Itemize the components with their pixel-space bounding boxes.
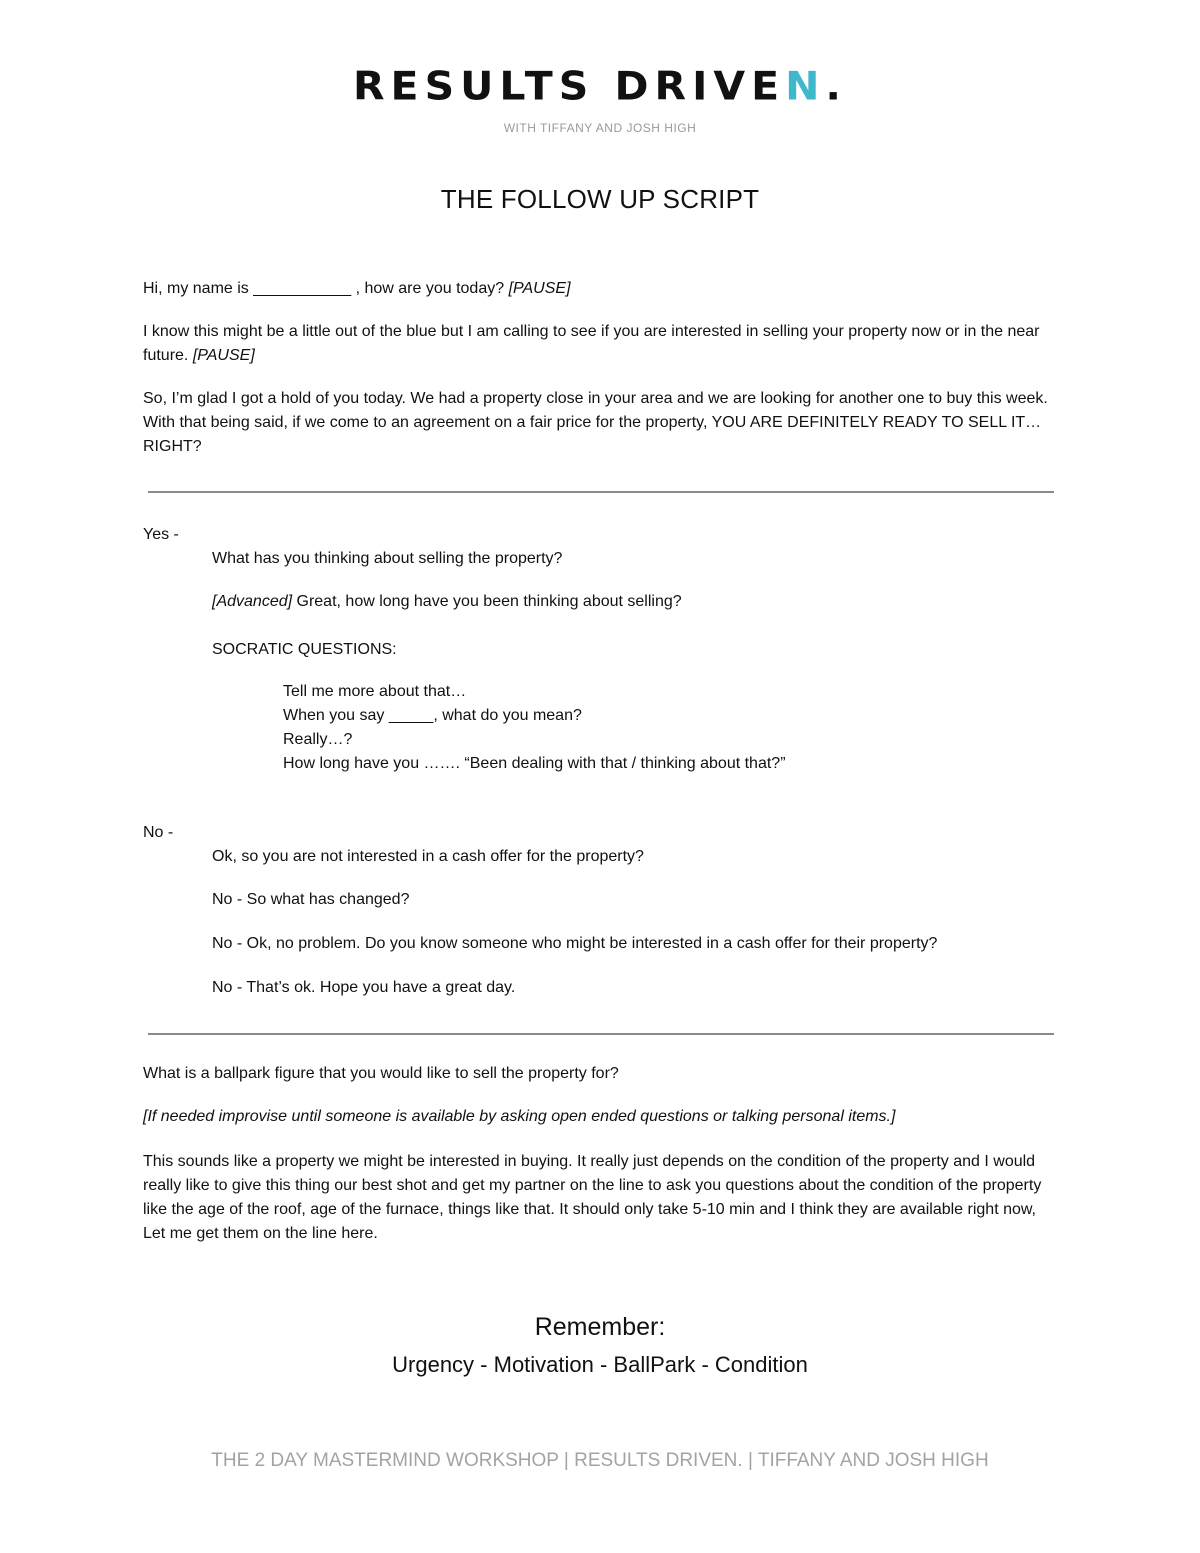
no-question-1: Ok, so you are not interested in a cash offer for the property? [212,848,644,865]
yes-question-2 [212,590,1058,614]
socratic-question: Really…? [283,731,353,748]
logo-accent: N [785,63,826,109]
page-title: THE FOLLOW UP SCRIPT [440,184,760,214]
intro-question [143,320,1058,368]
socratic-question: When you say _____, what do you mean? [283,707,582,724]
yes-label: Yes - [143,526,179,543]
socratic-question: How long have you ……. “Been dealing with that / thinking about that?” [283,755,786,772]
pause-note: [PAUSE] [508,280,571,297]
intro-urgency: So, I’m glad I got a hold of you today. We had a property close in your area and we are looking for another one to buy this week. With that being said, if we come to an agreement on a fair price for the property, YOU ARE DEFINITELY READY TO SELL IT… RIGHT? [143,390,1048,455]
intro-greeting [143,277,1058,301]
no-label: No - [143,824,174,841]
advanced-tag: [Advanced] [212,593,293,610]
question-text: I know this might be a little out of the blue but I am calling to see if you are interested in selling your property now or in the near future. [143,323,1040,364]
divider [148,1033,1054,1035]
improvise-text: [If needed improvise until someone is available by asking open ended questions or talking personal items.] [143,1108,896,1125]
logo-dot: . [825,63,847,109]
no-response: No - So what has changed? [212,891,410,908]
no-response: No - That’s ok. Hope you have a great day. [212,979,516,996]
tagline: WITH TIFFANY AND JOSH HIGH [503,121,697,135]
page-footer: THE 2 DAY MASTERMIND WORKSHOP | RESULTS DRIVEN. | TIFFANY AND JOSH HIGH [211,1450,989,1471]
socratic-question: Tell me more about that… [283,683,467,700]
question-text: Great, how long have you been thinking about selling? [292,593,682,610]
no-response: No - Ok, no problem. Do you know someone who might be interested in a cash offer for their property? [212,935,938,952]
divider [148,491,1054,493]
pause-note: [PAUSE] [192,347,255,364]
logo [0,63,1200,109]
closing-pitch: This sounds like a property we might be interested in buying. It really just depends on the condition of the property and I would really like to give this thing our best shot and get my partner on the line to ask you questions about the condition of the property like the age of the roof, age of the furnace, things like that. It should only take 5-10 min and I think they are available right now, Let me get them on the line here. [143,1153,1042,1242]
remember-heading: Remember: [534,1313,666,1341]
yes-question-1: What has you thinking about selling the property? [212,550,563,567]
remember-items: Urgency - Motivation - BallPark - Condition [392,1352,808,1377]
ballpark-question: What is a ballpark figure that you would like to sell the property for? [143,1065,619,1082]
improvise-note [143,1105,1058,1129]
greeting-text: Hi, my name is ___________ , how are you today? [143,280,509,297]
logo-main: RESULTS DRIVE [352,63,786,109]
socratic-heading: SOCRATIC QUESTIONS: [212,641,397,658]
